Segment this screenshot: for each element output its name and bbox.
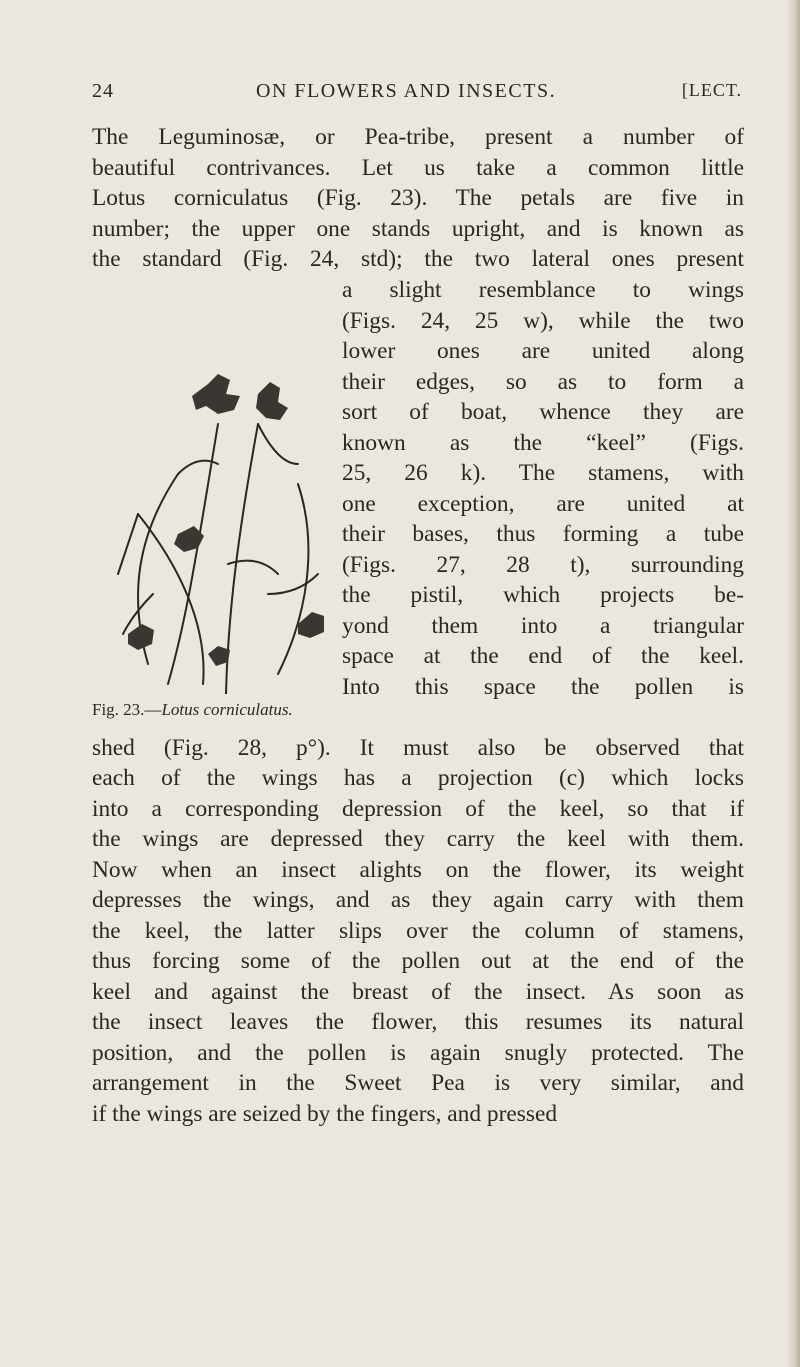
caption-prefix: Fig. 23.— <box>92 700 162 719</box>
page-number: 24 <box>92 80 114 102</box>
text-line: the standard (Fig. 24, std); the two lateral ones present <box>92 246 744 272</box>
text-line: position, and the pollen is again snugly protected. The <box>92 1039 744 1066</box>
text-line: the wings are depressed they carry the keel with them. <box>92 826 744 852</box>
side-paragraph <box>342 275 744 702</box>
text-line: their edges, so as to form a <box>342 368 744 395</box>
text-line: one exception, are united at <box>342 490 744 517</box>
text-line: yond them into a triangular <box>342 612 744 639</box>
text-line: each of the wings has a projection (c) which locks <box>92 765 744 791</box>
text-line: (Figs. 27, 28 t), surrounding <box>342 551 744 578</box>
text-line: (Figs. 24, 25 w), while the two <box>342 307 744 334</box>
text-line: The Leguminosæ, or Pea-tribe, present a number of <box>92 124 744 150</box>
spacer <box>92 702 744 733</box>
text-line: their bases, thus forming a tube <box>342 521 744 547</box>
text-line: a slight resemblance to wings <box>342 277 744 303</box>
text-line: lower ones are united along <box>342 338 744 364</box>
text-line: 25, 26 k). The stamens, with <box>342 460 744 486</box>
text-line: keel and against the breast of the insect. As soon as <box>92 978 744 1005</box>
text-line: beautiful contrivances. Let us take a common little <box>92 154 744 181</box>
running-title: ON FLOWERS AND INSECTS. <box>256 80 557 102</box>
page-edge-shadow <box>786 0 800 1367</box>
text-line: if the wings are seized by the fingers, and pressed <box>92 1100 558 1127</box>
text-line: shed (Fig. 28, p°). It must also be observed that <box>92 734 744 761</box>
text-line: sort of boat, whence they are <box>342 399 744 425</box>
text-line: Into this space the pollen is <box>342 673 744 700</box>
text-line: arrangement in the Sweet Pea is very similar, and <box>92 1070 744 1096</box>
text-line: depresses the wings, and as they again carry with them <box>92 887 744 913</box>
lotus-plant-drawing <box>108 364 346 694</box>
text-line: thus forcing some of the pollen out at the end of the <box>92 948 744 974</box>
text-line: known as the “keel” (Figs. <box>342 429 744 456</box>
top-paragraph <box>92 122 744 275</box>
text-line: into a corresponding depression of the keel, so that if <box>92 795 744 822</box>
caption-species: Lotus corniculatus. <box>161 700 293 719</box>
text-line: the insect leaves the flower, this resumes its natural <box>92 1009 744 1035</box>
bottom-paragraph <box>92 702 744 1129</box>
text-line: the pistil, which projects be- <box>342 582 744 608</box>
text-line: space at the end of the keel. <box>342 643 744 669</box>
text-line: number; the upper one stands upright, and is known as <box>92 215 744 242</box>
lotus-corniculatus-illustration <box>108 364 346 694</box>
text-line: Now when an insect alights on the flower, its weight <box>92 856 744 883</box>
section-marker: [LECT. <box>681 80 742 100</box>
text-line: Lotus corniculatus (Fig. 23). The petals are five in <box>92 185 744 211</box>
running-header <box>92 80 742 116</box>
text-line: the keel, the latter slips over the column of stamens, <box>92 917 744 944</box>
